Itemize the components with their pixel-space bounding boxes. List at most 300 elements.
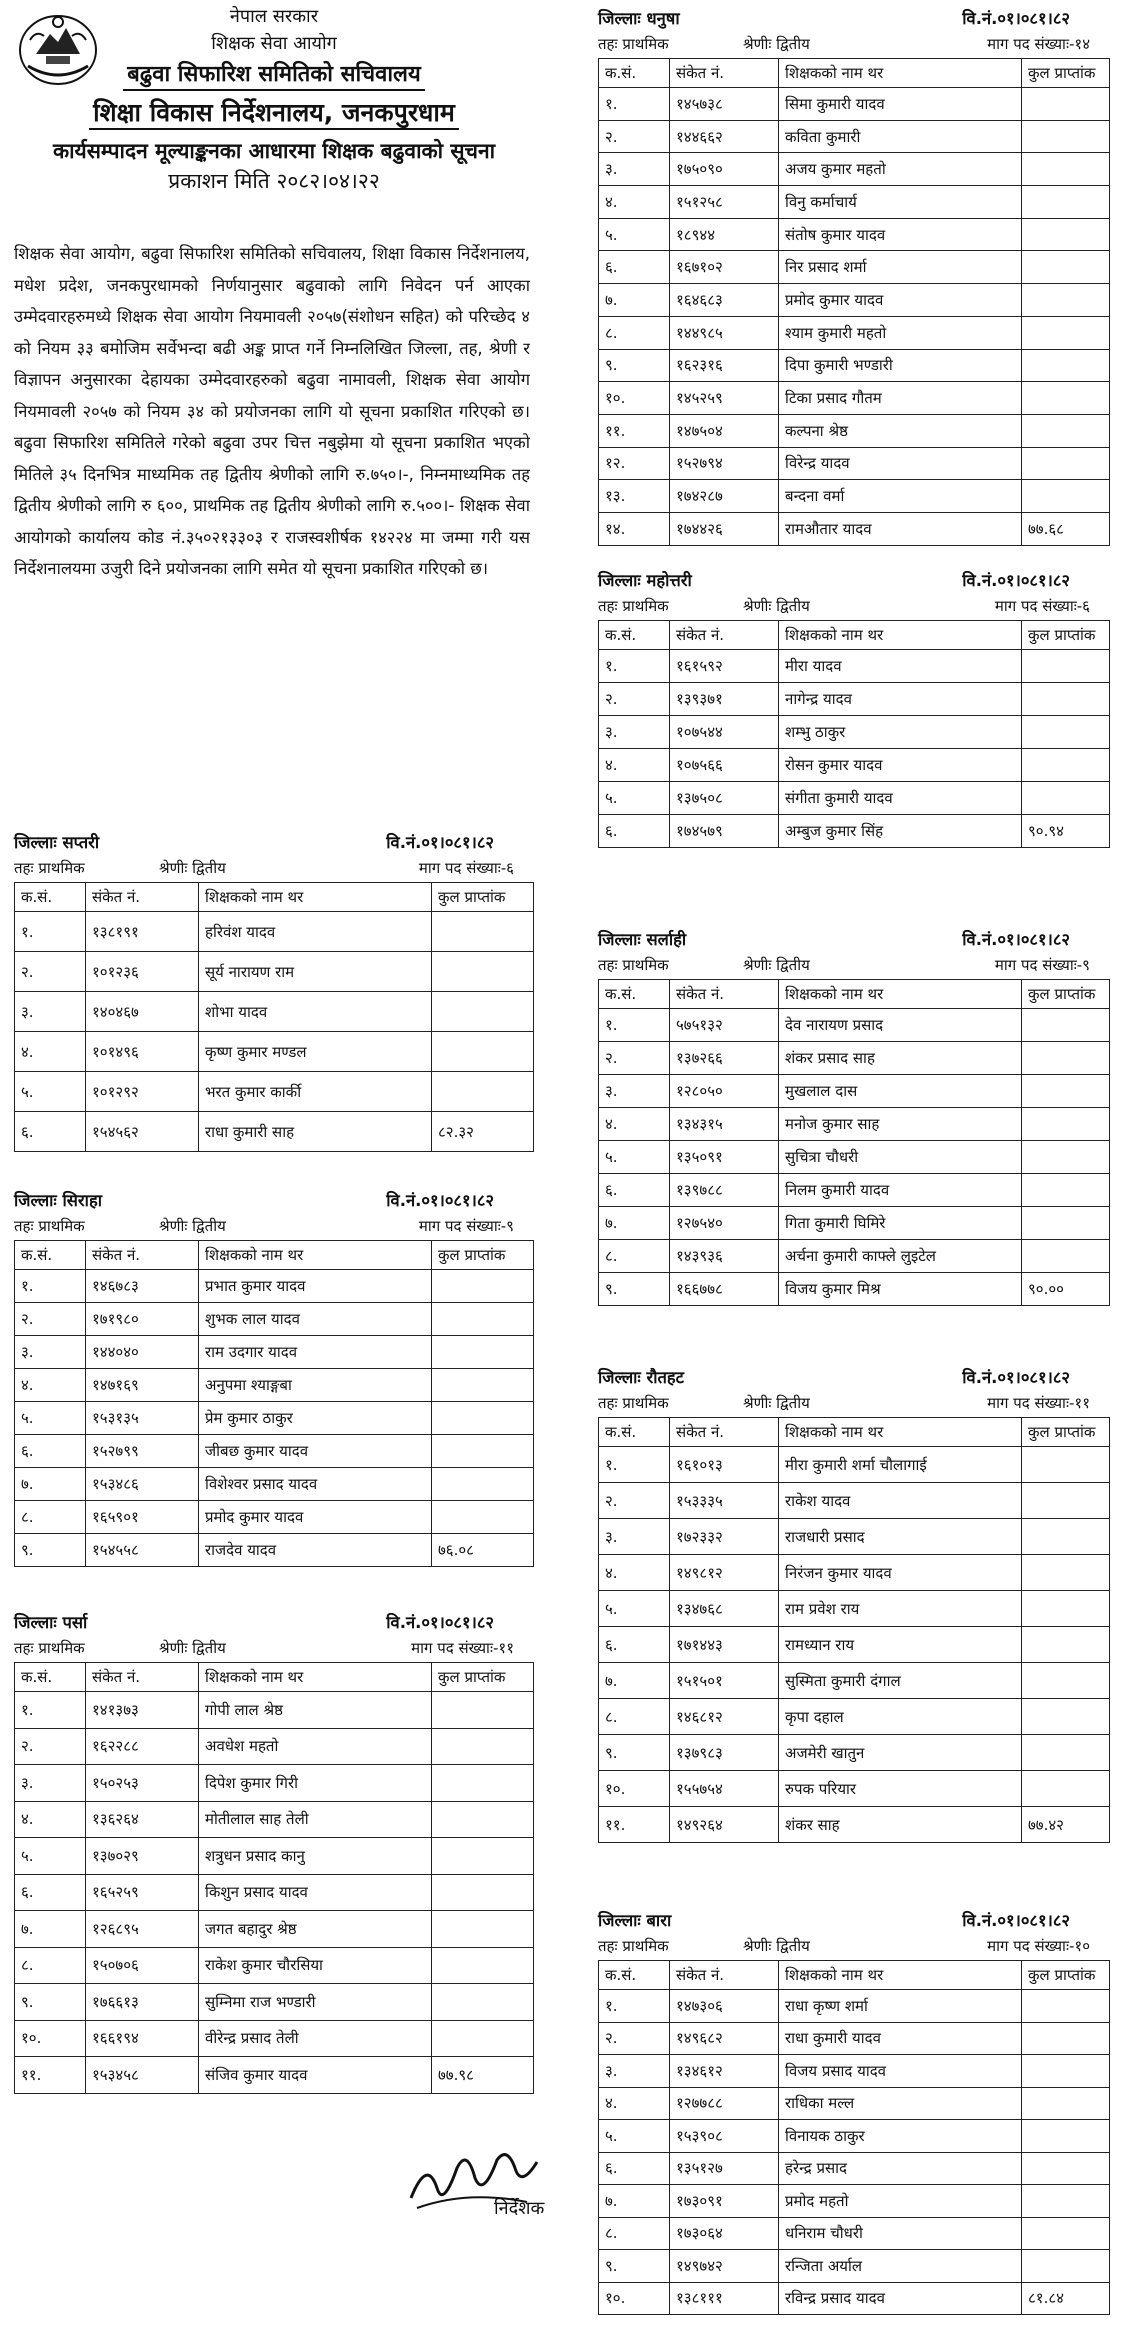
cell-score: [432, 1728, 534, 1765]
cell-code: १५३४५८: [86, 2057, 199, 2094]
cell-name: कृपा दहाल: [779, 1699, 1022, 1735]
table-row: [599, 1141, 1110, 1174]
cell-code: १४४६६२: [670, 120, 779, 153]
table-header-row: [599, 1418, 1110, 1447]
cell-name: गोपी लाल श्रेष्ठ: [199, 1692, 432, 1729]
cell-name: किशुन प्रसाद यादव: [199, 1874, 432, 1911]
grade-label: श्रेणीः द्वितीय: [159, 1217, 226, 1235]
cell-sn: ६.: [15, 1435, 86, 1468]
secretariat-name: बढुवा सिफारिश समितिको सचिवालय: [123, 61, 424, 91]
advertisement-number: वि.नं.०१।०८१।८२: [386, 832, 494, 852]
table-row: [599, 1735, 1110, 1771]
cell-code: १३४७६८: [670, 1591, 779, 1627]
cell-name: भरत कुमार कार्की: [199, 1072, 432, 1112]
cell-name: विजय प्रसाद यादव: [779, 2055, 1022, 2088]
advertisement-number: वि.नं.०१।०८१।८२: [386, 1190, 494, 1210]
cell-score: [1022, 1483, 1110, 1519]
cell-sn: ४.: [15, 1369, 86, 1402]
col-header-code: संकेत नं.: [86, 1663, 199, 1692]
table-row: [15, 1911, 534, 1948]
cell-name: मोतीलाल साह तेली: [199, 1801, 432, 1838]
cell-score: [1022, 1735, 1110, 1771]
cell-score: [1022, 316, 1110, 349]
cell-code: १६५९०१: [86, 1501, 199, 1534]
table-row: [599, 1627, 1110, 1663]
cell-sn: ८.: [599, 316, 670, 349]
level-label: तहः प्राथमिक: [598, 1937, 669, 1955]
cell-name: बन्दना वर्मा: [779, 480, 1022, 513]
cell-name: विजय कुमार मिश्र: [779, 1273, 1022, 1306]
cell-sn: ६.: [599, 1627, 670, 1663]
table-row: [599, 1990, 1110, 2023]
col-header-code: संकेत नं.: [86, 1241, 199, 1270]
cell-sn: ४.: [599, 1555, 670, 1591]
posts-label: माग पद संख्याः-६: [418, 859, 514, 877]
district-meta: [14, 854, 534, 882]
cell-sn: १.: [15, 912, 86, 952]
cell-code: १६६७७८: [670, 1273, 779, 1306]
table-row: [15, 1112, 534, 1152]
table-row: [15, 1369, 534, 1402]
cell-name: शम्भु ठाकुर: [779, 716, 1022, 749]
cell-score: ७६.०८: [432, 1534, 534, 1567]
cell-score: [1022, 186, 1110, 219]
cell-sn: ५.: [599, 1141, 670, 1174]
cell-code: १५५७५४: [670, 1771, 779, 1807]
cell-sn: ७.: [599, 1207, 670, 1240]
cell-score: [1022, 2022, 1110, 2055]
section-saptari: [14, 828, 534, 1152]
cell-sn: ८.: [599, 1699, 670, 1735]
table-row: [599, 2152, 1110, 2185]
cell-code: १७५०९०: [670, 153, 779, 186]
col-header-name: शिक्षकको नाम थर: [199, 883, 432, 912]
cell-score: ७७.४२: [1022, 1807, 1110, 1843]
cell-sn: ७.: [599, 2185, 670, 2218]
cell-score: [432, 1402, 534, 1435]
cell-score: [432, 1947, 534, 1984]
cell-score: [1022, 2120, 1110, 2153]
table-row: [15, 2057, 534, 2094]
advertisement-number: वि.नं.०१।०८१।८२: [962, 570, 1070, 590]
col-header-code: संकेत नं.: [670, 980, 779, 1009]
table-row: [15, 1032, 534, 1072]
cell-sn: १.: [599, 1447, 670, 1483]
cell-sn: १०.: [599, 382, 670, 415]
cell-score: [1022, 2087, 1110, 2120]
cell-code: १४७१६९: [86, 1369, 199, 1402]
district-name: जिल्लाः रौतहट: [598, 1367, 685, 1387]
cell-name: मुखलाल दास: [779, 1075, 1022, 1108]
cell-sn: ३.: [599, 1075, 670, 1108]
cell-score: [1022, 414, 1110, 447]
advertisement-number: वि.नं.०१।०८१।८२: [962, 1367, 1070, 1387]
cell-sn: १२.: [599, 447, 670, 480]
table-row: [599, 1273, 1110, 1306]
table-row: [15, 1435, 534, 1468]
cell-sn: ६.: [15, 1874, 86, 1911]
cell-code: १५४५६२: [86, 1112, 199, 1152]
cell-sn: ४.: [599, 2087, 670, 2120]
cell-name: राम प्रवेश राय: [779, 1591, 1022, 1627]
grade-label: श्रेणीः द्वितीय: [743, 956, 810, 974]
cell-code: १३८१११: [670, 2282, 779, 2315]
table-row: [599, 284, 1110, 317]
cell-code: १४५२५९: [670, 382, 779, 415]
district-meta: [14, 1634, 534, 1662]
level-label: तहः प्राथमिक: [598, 597, 669, 615]
cell-name: प्रमोद कुमार यादव: [199, 1501, 432, 1534]
cell-score: [432, 1501, 534, 1534]
cell-name: राजधारी प्रसाद: [779, 1519, 1022, 1555]
col-header-score: कुल प्राप्तांक: [432, 883, 534, 912]
cell-name: अजमेरी खातुन: [779, 1735, 1022, 1771]
cell-score: [1022, 2250, 1110, 2283]
table-row: [15, 1874, 534, 1911]
cell-name: दिपा कुमारी भण्डारी: [779, 349, 1022, 382]
level-label: तहः प्राथमिक: [14, 1217, 85, 1235]
cell-code: १५१५०१: [670, 1663, 779, 1699]
cell-name: निरंजन कुमार यादव: [779, 1555, 1022, 1591]
table-row: [599, 414, 1110, 447]
cell-name: राधिका मल्ल: [779, 2087, 1022, 2120]
district-meta: [598, 951, 1110, 979]
cell-score: [1022, 480, 1110, 513]
cell-score: [1022, 153, 1110, 186]
col-header-score: कुल प्राप्तांक: [432, 1663, 534, 1692]
cell-score: [432, 1032, 534, 1072]
table-row: [599, 1207, 1110, 1240]
table-row: [15, 1947, 534, 1984]
cell-sn: ११.: [599, 414, 670, 447]
cell-code: १५३९०८: [670, 2120, 779, 2153]
cell-code: १२६८९५: [86, 1911, 199, 1948]
cell-score: [1022, 683, 1110, 716]
section-sarlahi: [598, 925, 1110, 1306]
cell-sn: ३.: [599, 1519, 670, 1555]
table-row: [599, 316, 1110, 349]
cell-code: १५०७०६: [86, 1947, 199, 1984]
table-row: [15, 1303, 534, 1336]
cell-sn: ३.: [15, 992, 86, 1032]
cell-name: रविन्द्र प्रसाद यादव: [779, 2282, 1022, 2315]
cell-score: [1022, 447, 1110, 480]
cell-score: ७७.९८: [432, 2057, 534, 2094]
cell-score: [1022, 1207, 1110, 1240]
candidate-table: [598, 1960, 1110, 2315]
cell-score: [432, 1435, 534, 1468]
cell-score: [1022, 716, 1110, 749]
candidate-table: [14, 882, 534, 1152]
cell-sn: १०.: [599, 2282, 670, 2315]
table-header-row: [15, 1663, 534, 1692]
advertisement-number: वि.नं.०१।०८१।८२: [386, 1612, 494, 1632]
grade-label: श्रेणीः द्वितीय: [743, 1394, 810, 1412]
cell-name: विरेन्द्र यादव: [779, 447, 1022, 480]
table-row: [599, 2055, 1110, 2088]
commission-name: शिक्षक सेवा आयोग: [211, 32, 337, 54]
posts-label: माग पद संख्याः-१०: [987, 1937, 1090, 1955]
table-row: [15, 1765, 534, 1802]
cell-code: १६२२८८: [86, 1728, 199, 1765]
table-row: [599, 1699, 1110, 1735]
cell-code: १७४५७९: [670, 815, 779, 848]
cell-sn: ५.: [599, 2120, 670, 2153]
cell-code: १७१४४३: [670, 1627, 779, 1663]
table-row: [15, 1270, 534, 1303]
district-heading: [14, 1608, 534, 1634]
cell-code: १३७०२९: [86, 1838, 199, 1875]
cell-code: १३४६१२: [670, 2055, 779, 2088]
cell-sn: ३.: [15, 1765, 86, 1802]
grade-label: श्रेणीः द्वितीय: [159, 1639, 226, 1657]
cell-name: विशेश्वर प्रसाद यादव: [199, 1468, 432, 1501]
cell-name: सुम्निमा राज भण्डारी: [199, 1984, 432, 2021]
cell-score: [1022, 1663, 1110, 1699]
cell-code: १२८०५०: [670, 1075, 779, 1108]
district-heading: [14, 828, 534, 854]
section-bara: [598, 1906, 1110, 2315]
left-column: [14, 0, 545, 2219]
cell-code: १०१२९२: [86, 1072, 199, 1112]
table-row: [599, 1519, 1110, 1555]
col-header-score: कुल प्राप्तांक: [1022, 59, 1110, 88]
cell-sn: २.: [599, 120, 670, 153]
cell-name: निर प्रसाद शर्मा: [779, 251, 1022, 284]
cell-name: राकेश कुमार चौरसिया: [199, 1947, 432, 1984]
district-meta: [598, 30, 1110, 58]
cell-sn: ६.: [599, 1174, 670, 1207]
section-mahottari: [598, 566, 1110, 848]
table-row: [599, 1042, 1110, 1075]
cell-sn: ८.: [599, 2217, 670, 2250]
district-name: जिल्लाः महोत्तरी: [598, 570, 692, 590]
level-label: तहः प्राथमिक: [598, 1394, 669, 1412]
cell-sn: ११.: [15, 2057, 86, 2094]
cell-score: [1022, 1990, 1110, 2023]
district-heading: [598, 1363, 1110, 1389]
cell-name: सुचित्रा चौधरी: [779, 1141, 1022, 1174]
cell-name: कृष्ण कुमार मण्डल: [199, 1032, 432, 1072]
table-row: [599, 2185, 1110, 2218]
table-row: [599, 382, 1110, 415]
cell-sn: ८.: [15, 1501, 86, 1534]
col-header-name: शिक्षकको नाम थर: [779, 980, 1022, 1009]
cell-code: १५२७९९: [86, 1435, 199, 1468]
cell-code: १७३०९१: [670, 2185, 779, 2218]
cell-score: [1022, 2217, 1110, 2250]
table-row: [15, 2020, 534, 2057]
section-rautahat: [598, 1363, 1110, 1843]
posts-label: माग पद संख्याः-११: [411, 1639, 514, 1657]
posts-label: माग पद संख्याः-९: [994, 956, 1090, 974]
level-label: तहः प्राथमिक: [598, 956, 669, 974]
signature-label: निर्देशक: [494, 2198, 545, 2219]
district-name: जिल्लाः धनुषा: [598, 8, 680, 28]
cell-name: अजय कुमार महतो: [779, 153, 1022, 186]
col-header-sn: क.सं.: [599, 1418, 670, 1447]
cell-code: १५३३३५: [670, 1483, 779, 1519]
cell-name: अनुपमा श्याङ्गबा: [199, 1369, 432, 1402]
table-row: [599, 716, 1110, 749]
cell-name: कविता कुमारी: [779, 120, 1022, 153]
cell-score: [432, 1270, 534, 1303]
posts-label: माग पद संख्याः-६: [994, 597, 1090, 615]
cell-sn: ९.: [599, 1735, 670, 1771]
cell-name: कल्पना श्रेष्ठ: [779, 414, 1022, 447]
section-parsa: [14, 1608, 534, 2094]
table-row: [599, 447, 1110, 480]
cell-score: [1022, 1009, 1110, 1042]
cell-sn: ३.: [599, 2055, 670, 2088]
col-header-name: शिक्षकको नाम थर: [779, 1418, 1022, 1447]
cell-score: [432, 1911, 534, 1948]
cell-sn: १.: [15, 1270, 86, 1303]
district-name: जिल्लाः पर्सा: [14, 1612, 88, 1632]
table-row: [15, 1838, 534, 1875]
cell-score: [1022, 2185, 1110, 2218]
cell-score: [1022, 218, 1110, 251]
cell-score: [1022, 349, 1110, 382]
district-name: जिल्लाः सर्लाही: [598, 929, 687, 949]
level-label: तहः प्राथमिक: [14, 859, 85, 877]
col-header-name: शिक्षकको नाम थर: [779, 621, 1022, 650]
district-heading: [14, 1186, 534, 1212]
col-header-score: कुल प्राप्तांक: [1022, 1961, 1110, 1990]
cell-score: ८१.८४: [1022, 2282, 1110, 2315]
cell-score: [1022, 1555, 1110, 1591]
notice-body: शिक्षक सेवा आयोग, बढुवा सिफारिश समितिको सचिवालय, शिक्षा विकास निर्देशनालय, मधेश प्रदेश, जनकपुरधामको निर्णयानुसार बढुवाको लागि निवेदन पर्न आएका उम्मेदवारहरुमध्ये शिक्षक सेवा आयोग नियमावली २०५७(संशोधन सहित) को परिच्छेद ४ को नियम ३३ बमोजिम सर्वेभन्दा बढी अङ्क प्राप्त गर्ने निम्नलिखित जिल्ला, तह, श्रेणी र विज्ञापन अनुसारका देहायका उम्मेदवारहरुको बढुवा नामावली, शिक्षक सेवा आयोग नियमावली २०५७ को नियम ३४ को प्रयोजनका लागि यो सूचना प्रकाशित गरिएको छ। बढुवा सिफारिश समितिले गरेको बढुवा उपर चित्त नबुझेमा यो सूचना प्रकाशित भएको मितिले ३५ दिनभित्र माध्यमिक तह द्वितीय श्रेणीको लागि रु.७५०।-, निम्नमाध्यमिक तह द्वितीय श्रेणीको लागि रु ६००, प्राथमिक तह द्वितीय श्रेणीको लागि रु.५००।- शिक्षक सेवा आयोगको कार्यालय कोड नं.३५०२१३३०३ र राजस्वशीर्षक १४२२४ मा जम्मा गरी यस निर्देशनालयमा उजुरी दिने प्रयोजनका लागि समेत यो सूचना प्रकाशित गरिएको छ।: [14, 244, 530, 578]
cell-name: प्रमोद महतो: [779, 2185, 1022, 2218]
cell-code: १४५७३८: [670, 88, 779, 121]
cell-sn: ६.: [599, 2152, 670, 2185]
table-header-row: [599, 621, 1110, 650]
cell-code: १६४६८३: [670, 284, 779, 317]
cell-name: शोभा यादव: [199, 992, 432, 1032]
cell-code: १६२३१६: [670, 349, 779, 382]
advertisement-number: वि.नं.०१।०८१।८२: [962, 929, 1070, 949]
table-row: [599, 88, 1110, 121]
cell-name: दिपेश कुमार गिरी: [199, 1765, 432, 1802]
cell-code: १५१२५८: [670, 186, 779, 219]
cell-score: [432, 2020, 534, 2057]
cell-name: श्याम कुमारी महतो: [779, 316, 1022, 349]
table-row: [15, 1402, 534, 1435]
table-row: [599, 2087, 1110, 2120]
table-header-row: [599, 59, 1110, 88]
col-header-name: शिक्षकको नाम थर: [199, 1241, 432, 1270]
table-row: [599, 1807, 1110, 1843]
table-row: [15, 1534, 534, 1567]
cell-sn: २.: [599, 683, 670, 716]
col-header-code: संकेत नं.: [670, 59, 779, 88]
cell-score: [1022, 1699, 1110, 1735]
cell-score: [1022, 2055, 1110, 2088]
cell-code: १५३१३५: [86, 1402, 199, 1435]
cell-name: रामध्यान राय: [779, 1627, 1022, 1663]
table-row: [599, 1591, 1110, 1627]
cell-name: विनु कर्माचार्य: [779, 186, 1022, 219]
cell-code: १७३०६४: [670, 2217, 779, 2250]
table-row: [15, 1468, 534, 1501]
grade-label: श्रेणीः द्वितीय: [159, 859, 226, 877]
cell-name: रन्जिता अर्याल: [779, 2250, 1022, 2283]
advertisement-number: वि.नं.०१।०८१।८२: [962, 8, 1070, 28]
cell-name: प्रभात कुमार यादव: [199, 1270, 432, 1303]
cell-name: हरेन्द्र प्रसाद: [779, 2152, 1022, 2185]
cell-score: [1022, 1591, 1110, 1627]
cell-score: [1022, 251, 1110, 284]
cell-score: [1022, 782, 1110, 815]
publish-date: प्रकाशन मिति २०८२।०४।२२: [168, 169, 380, 193]
cell-sn: ४.: [15, 1801, 86, 1838]
district-meta: [598, 592, 1110, 620]
district-heading: [598, 925, 1110, 951]
cell-score: [1022, 749, 1110, 782]
cell-code: १६७१०२: [670, 251, 779, 284]
candidate-table: [598, 1417, 1110, 1843]
district-heading: [598, 1906, 1110, 1932]
cell-code: १०१४९६: [86, 1032, 199, 1072]
cell-score: [1022, 120, 1110, 153]
cell-code: १४४०४०: [86, 1336, 199, 1369]
table-row: [599, 186, 1110, 219]
cell-code: १३५१२७: [670, 2152, 779, 2185]
cell-name: प्रेम कुमार ठाकुर: [199, 1402, 432, 1435]
cell-code: १७४२८७: [670, 480, 779, 513]
cell-code: १३७९८३: [670, 1735, 779, 1771]
cell-sn: १३.: [599, 480, 670, 513]
cell-score: [1022, 1240, 1110, 1273]
cell-sn: ६.: [599, 251, 670, 284]
col-header-score: कुल प्राप्तांक: [1022, 1418, 1110, 1447]
table-row: [599, 1075, 1110, 1108]
cell-code: १२७५४०: [670, 1207, 779, 1240]
table-row: [599, 2120, 1110, 2153]
cell-score: [432, 1984, 534, 2021]
table-row: [599, 349, 1110, 382]
table-row: [599, 782, 1110, 815]
table-row: [599, 120, 1110, 153]
cell-code: १४६७८३: [86, 1270, 199, 1303]
cell-sn: ६.: [15, 1112, 86, 1152]
cell-name: हरिवंश यादव: [199, 912, 432, 952]
notice-header: [14, 6, 534, 236]
cell-code: १०७५४४: [670, 716, 779, 749]
table-row: [599, 480, 1110, 513]
cell-score: [1022, 88, 1110, 121]
cell-code: १३५०९१: [670, 1141, 779, 1174]
cell-name: शंकर साह: [779, 1807, 1022, 1843]
cell-name: टिका प्रसाद गौतम: [779, 382, 1022, 415]
table-row: [599, 218, 1110, 251]
col-header-name: शिक्षकको नाम थर: [779, 59, 1022, 88]
cell-name: विनायक ठाकुर: [779, 2120, 1022, 2153]
cell-score: ७७.६८: [1022, 512, 1110, 545]
table-row: [599, 1108, 1110, 1141]
cell-code: १७४४२६: [670, 512, 779, 545]
cell-code: १४४९८५: [670, 316, 779, 349]
cell-sn: ५.: [15, 1838, 86, 1875]
cell-score: [1022, 1174, 1110, 1207]
cell-name: निलम कुमारी यादव: [779, 1174, 1022, 1207]
table-row: [599, 650, 1110, 683]
cell-score: [1022, 650, 1110, 683]
cell-code: १८९४४: [670, 218, 779, 251]
nepal-emblem-icon: [16, 10, 100, 88]
cell-sn: ३.: [599, 716, 670, 749]
cell-code: १०७५६६: [670, 749, 779, 782]
